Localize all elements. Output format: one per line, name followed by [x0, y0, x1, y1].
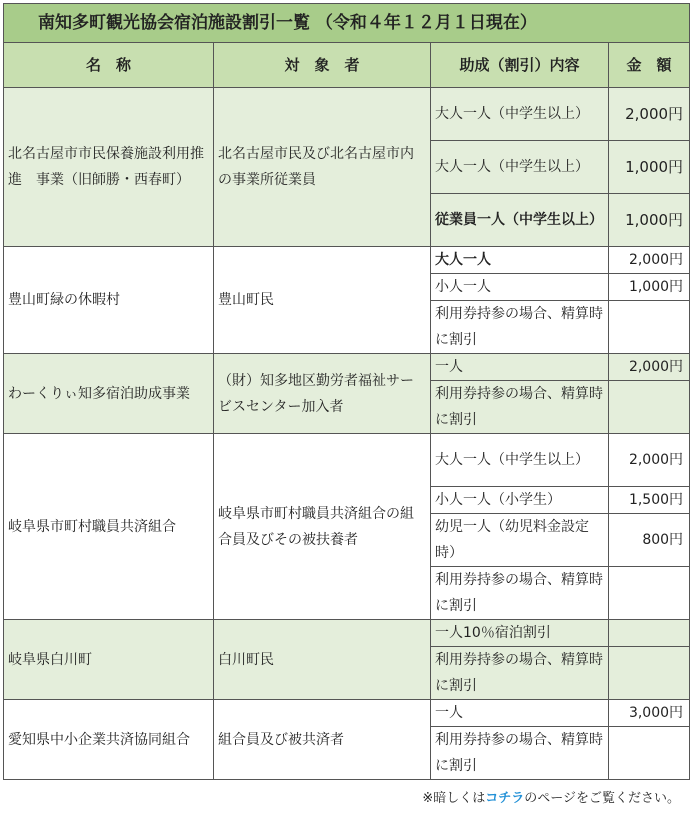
discount-content: 一人	[431, 700, 609, 727]
facility-name: 北名古屋市市民保養施設利用推進 事業（旧師勝・西春町）	[4, 88, 214, 247]
facility-name: 愛知県中小企業共済協同組合	[4, 700, 214, 780]
discount-table	[3, 3, 690, 780]
header-amount: 金 額	[609, 43, 690, 88]
discount-content: 大人一人（中学生以上）	[431, 434, 609, 487]
facility-name: わーくりぃ知多宿泊助成事業	[4, 354, 214, 434]
discount-amount: 1,500円	[609, 487, 690, 514]
discount-content: 一人10％宿泊割引	[431, 620, 609, 647]
discount-amount	[609, 647, 690, 700]
header-name: 名 称	[4, 43, 214, 88]
discount-amount: 1,000円	[609, 274, 690, 301]
discount-content: 小人一人	[431, 274, 609, 301]
discount-content: 小人一人（小学生）	[431, 487, 609, 514]
discount-amount: 3,000円	[609, 700, 690, 727]
footnote	[422, 790, 680, 808]
discount-amount	[609, 620, 690, 647]
discount-content: 利用券持参の場合、精算時に割引	[431, 381, 609, 434]
discount-amount	[609, 381, 690, 434]
discount-amount	[609, 567, 690, 620]
facility-name: 岐阜県白川町	[4, 620, 214, 700]
target-group: 北名古屋市民及び北名古屋市内の事業所従業員	[214, 88, 431, 247]
target-group: （財）知多地区勤労者福祉サービスセンター加入者	[214, 354, 431, 434]
table-row	[4, 88, 690, 141]
table-row	[4, 247, 690, 274]
table-row	[4, 434, 690, 487]
discount-content: 大人一人（中学生以上）	[431, 88, 609, 141]
table-title: 南知多町観光協会宿泊施設割引一覧 （令和４年１２月１日現在）	[4, 4, 690, 43]
discount-amount: 1,000円	[609, 141, 690, 194]
table-row	[4, 620, 690, 647]
discount-amount: 1,000円	[609, 194, 690, 247]
footnote-prefix: ※暗しくは	[422, 791, 486, 806]
discount-content: 一人	[431, 354, 609, 381]
discount-content: 大人一人	[431, 247, 609, 274]
footnote-suffix: のページをご覧ください。	[524, 791, 680, 806]
header-target: 対 象 者	[214, 43, 431, 88]
header-content: 助成（割引）内容	[431, 43, 609, 88]
target-group: 岐阜県市町村職員共済組合の組合員及びその被扶養者	[214, 434, 431, 620]
discount-amount	[609, 301, 690, 354]
facility-name: 岐阜県市町村職員共済組合	[4, 434, 214, 620]
discount-amount: 2,000円	[609, 88, 690, 141]
discount-content: 利用券持参の場合、精算時に割引	[431, 301, 609, 354]
facility-name: 豊山町緑の休暇村	[4, 247, 214, 354]
discount-content: 従業員一人（中学生以上）	[431, 194, 609, 247]
details-link[interactable]: コチラ	[485, 791, 525, 806]
table-row	[4, 700, 690, 727]
discount-amount: 2,000円	[609, 354, 690, 381]
discount-content: 利用券持参の場合、精算時に割引	[431, 647, 609, 700]
table-row	[4, 354, 690, 381]
discount-content: 大人一人（中学生以上）	[431, 141, 609, 194]
target-group: 組合員及び被共済者	[214, 700, 431, 780]
discount-amount: 800円	[609, 514, 690, 567]
discount-amount	[609, 727, 690, 780]
target-group: 豊山町民	[214, 247, 431, 354]
discount-amount: 2,000円	[609, 247, 690, 274]
discount-content: 利用券持参の場合、精算時に割引	[431, 567, 609, 620]
target-group: 白川町民	[214, 620, 431, 700]
discount-content: 幼児一人（幼児料金設定時）	[431, 514, 609, 567]
discount-amount: 2,000円	[609, 434, 690, 487]
discount-content: 利用券持参の場合、精算時に割引	[431, 727, 609, 780]
